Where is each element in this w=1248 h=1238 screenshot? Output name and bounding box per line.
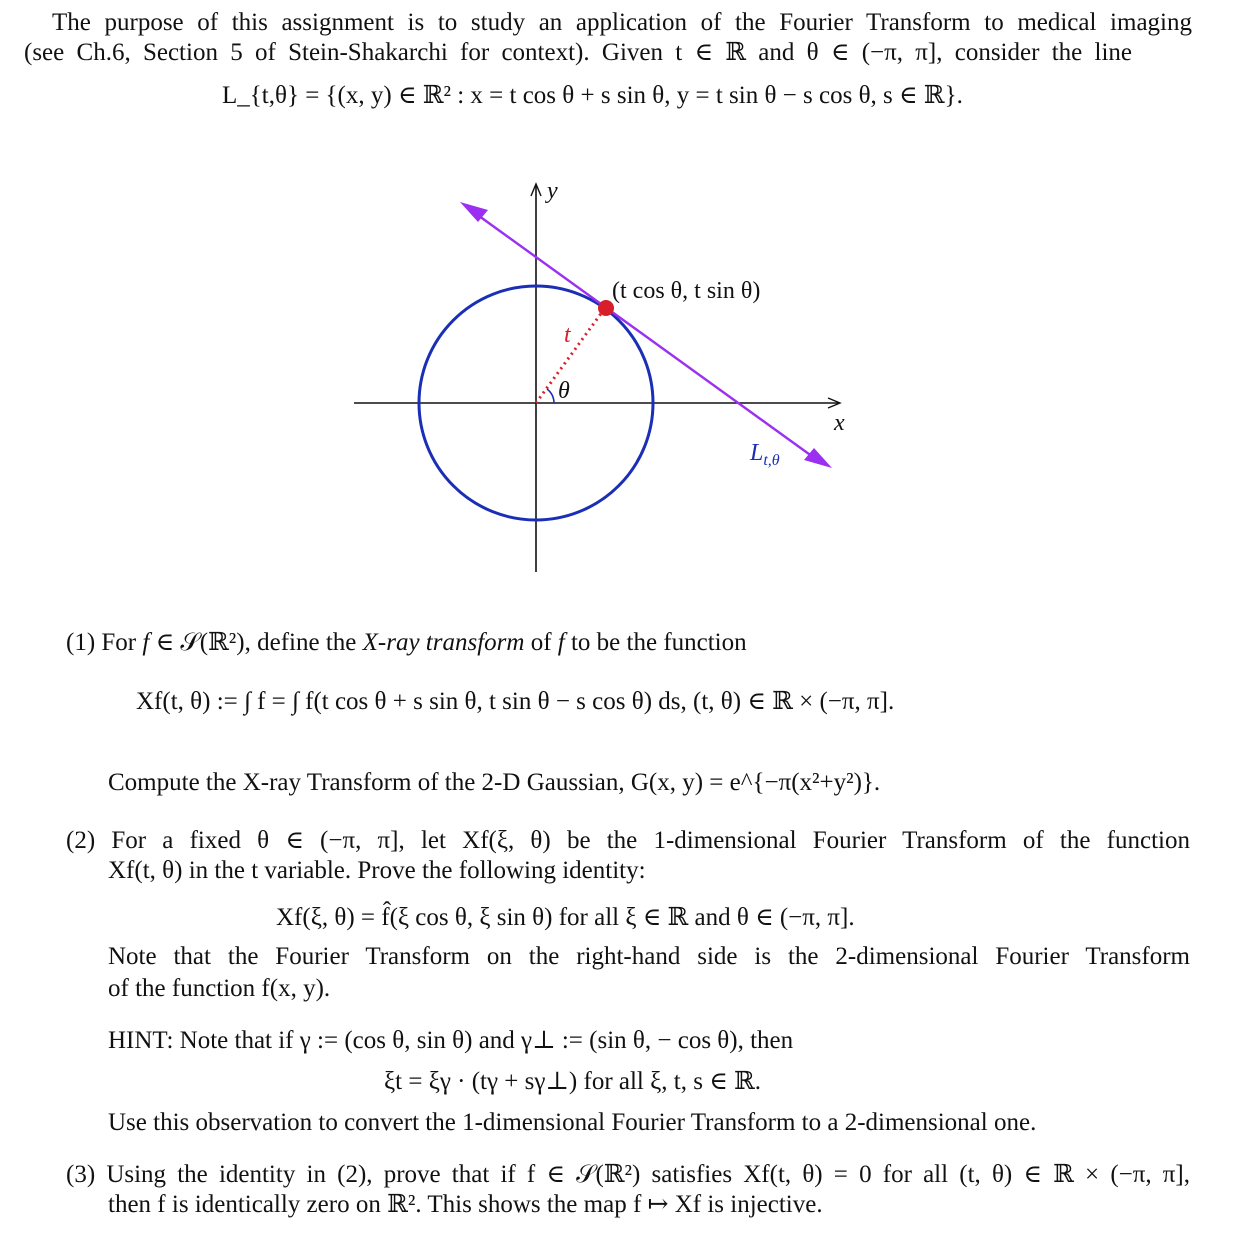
problem2-identity: Xf(ξ, θ) = f̂(ξ cos θ, ξ sin θ) for all ξ ∈ ℝ and θ ∈ (−π, π]. xyxy=(276,904,855,931)
label-point: (t cos θ, t sin θ) xyxy=(612,278,761,304)
problem1-intro: (1) For f ∈ 𝒮(ℝ²), define the X-ray transform of f to be the function xyxy=(66,629,747,656)
label-y: y xyxy=(547,178,558,204)
line-L xyxy=(468,208,820,462)
label-x: x xyxy=(834,410,845,436)
problem3-line-1: (3) Using the identity in (2), prove that if f ∈ 𝒮(ℝ²) satisfies Xf(t, θ) = 0 for all (t, θ) ∈ ℝ × (−π, π], xyxy=(66,1161,1190,1188)
line-definition: L_{t,θ} = {(x, y) ∈ ℝ² : x = t cos θ + s sin θ, y = t sin θ − s cos θ, s ∈ ℝ}. xyxy=(222,82,963,109)
problem2-line-1: (2) For a fixed θ ∈ (−π, π], let Xf(ξ, θ) be the 1-dimensional Fourier Transform of the function xyxy=(66,827,1190,854)
hint-use: Use this observation to convert the 1-dimensional Fourier Transform to a 2-dimensional one. xyxy=(108,1109,1037,1136)
line-diagram xyxy=(340,170,860,590)
problem1-compute: Compute the X-ray Transform of the 2-D Gaussian, G(x, y) = e^{−π(x²+y²)}. xyxy=(108,769,881,796)
line-arrow-lower-icon xyxy=(804,448,832,468)
intro-line-1: The purpose of this assignment is to study an application of the Fourier Transform to medical imaging xyxy=(52,9,1192,36)
label-t: t xyxy=(564,322,571,348)
xray-formula: Xf(t, θ) := ∫ f = ∫ f(t cos θ + s sin θ, t sin θ − s cos θ) ds, (t, θ) ∈ ℝ × (−π, π]. xyxy=(136,688,895,715)
problem3-line-2: then f is identically zero on ℝ². This shows the map f ↦ Xf is injective. xyxy=(108,1191,823,1218)
problem2-note-1: Note that the Fourier Transform on the right-hand side is the 2-dimensional Fourier Transform xyxy=(108,943,1190,970)
hint-equation: ξt = ξγ · (tγ + sγ⊥) for all ξ, t, s ∈ ℝ. xyxy=(384,1068,761,1095)
problem2-note-2: of the function f(x, y). xyxy=(108,975,331,1002)
angle-arc xyxy=(547,389,554,403)
label-theta: θ xyxy=(558,378,570,404)
label-line: $L_{t,\theta}$ xyxy=(750,440,780,469)
intro-line-2: (see Ch.6, Section 5 of Stein-Shakarchi for context). Given t ∈ ℝ and θ ∈ (−π, π], consider the line xyxy=(24,39,1132,66)
hint-line: HINT: Note that if γ := (cos θ, sin θ) and γ⊥ := (sin θ, − cos θ), then xyxy=(108,1027,794,1054)
problem2-line-2: Xf(t, θ) in the t variable. Prove the following identity: xyxy=(108,857,646,884)
